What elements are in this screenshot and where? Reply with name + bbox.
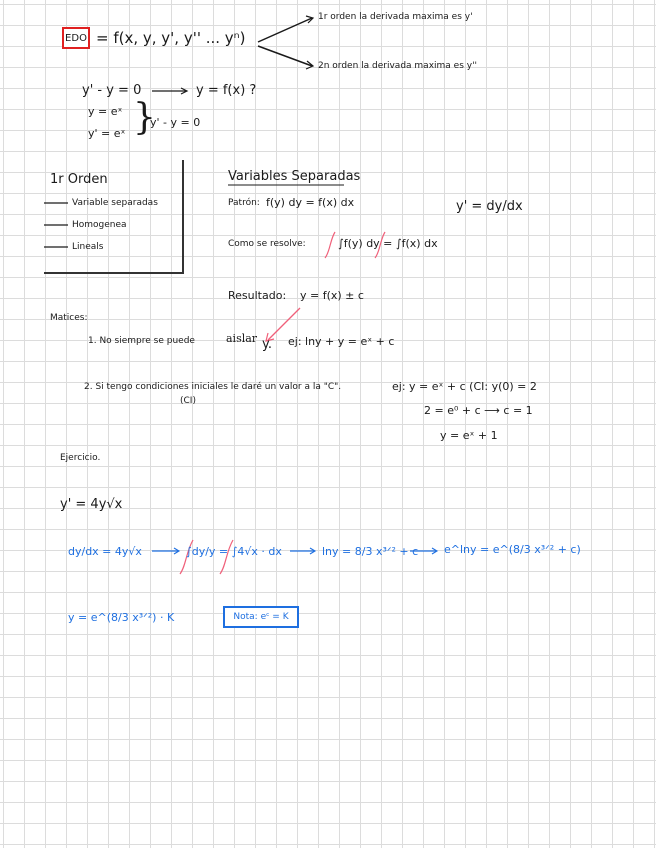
branch-first-order: 1r orden la derivada maxima es y' xyxy=(318,12,473,22)
exercise-step-1: dy/dx = 4y√x xyxy=(68,545,142,558)
example1-sol2: y' = eˣ xyxy=(88,127,126,140)
exercise-note: Nota: eᶜ = K xyxy=(233,612,289,622)
branch-second-order: 2n orden la derivada maxima es y'' xyxy=(318,61,478,71)
patron-label: Patrón: xyxy=(228,198,260,208)
example1-equation: y' - y = 0 xyxy=(82,83,142,98)
orden-item-1: Variable separadas xyxy=(72,198,158,208)
resultado-label: Resultado: xyxy=(228,289,287,302)
ejercicio-title: Ejercicio. xyxy=(60,453,101,463)
ejercicio-equation: y' = 4y√x xyxy=(60,497,123,512)
exercise-step-2: ∫dy/y = ∫4√x · dx xyxy=(186,545,282,558)
orden-title: 1r Orden xyxy=(50,172,108,187)
curly-brace: } xyxy=(133,97,156,138)
variables-title: Variables Separadas xyxy=(228,169,361,184)
matiz-1-text: 1. No siempre se puede xyxy=(88,336,195,346)
matiz-1-example: ej: lny + y = eˣ + c xyxy=(288,335,395,348)
exercise-note-box xyxy=(223,606,299,628)
matiz-2-line3: y = eˣ + 1 xyxy=(440,429,498,442)
branch-arrow-bottom xyxy=(258,46,312,66)
resultado-formula: y = f(x) ± c xyxy=(300,289,364,302)
exercise-final: y = e^(8/3 x³ᐟ²) · K xyxy=(68,611,175,624)
matiz-2-line2: 2 = e⁰ + c ⟶ c = 1 xyxy=(424,404,533,417)
orden-item-3: Lineals xyxy=(72,242,104,252)
matiz-2-text: 2. Si tengo condiciones iniciales le daré un valor a la "C". xyxy=(84,382,342,392)
como-formula: ∫f(y) dy = ∫f(x) dx xyxy=(338,237,438,250)
matiz-2-sub: (CI) xyxy=(180,396,196,406)
orden-item-2: Homogenea xyxy=(72,220,127,230)
como-label: Como se resolve: xyxy=(228,239,306,249)
example1-sol1: y = eˣ xyxy=(88,105,123,118)
branch-arrow-top xyxy=(258,18,312,42)
matiz-1-aislar: aislar xyxy=(226,332,258,345)
matices-title: Matices: xyxy=(50,313,88,323)
exercise-step-4: e^lny = e^(8/3 x³ᐟ² + c) xyxy=(444,543,581,556)
matiz-1-var: y. xyxy=(262,337,272,352)
exercise-step-3: lny = 8/3 x³ᐟ² + c xyxy=(322,545,419,558)
patron-formula: f(y) dy = f(x) dx xyxy=(266,196,355,209)
edo-label: EDO xyxy=(65,32,87,44)
example1-brace-eq: y' - y = 0 xyxy=(150,116,201,129)
matiz-2-example: ej: y = eˣ + c (CI: y(0) = 2 xyxy=(392,380,537,393)
derivative-note: y' = dy/dx xyxy=(456,199,523,214)
edo-definition: = f(x, y, y', y'' ... yⁿ) xyxy=(96,29,246,47)
example1-result: y = f(x) ? xyxy=(196,83,257,98)
